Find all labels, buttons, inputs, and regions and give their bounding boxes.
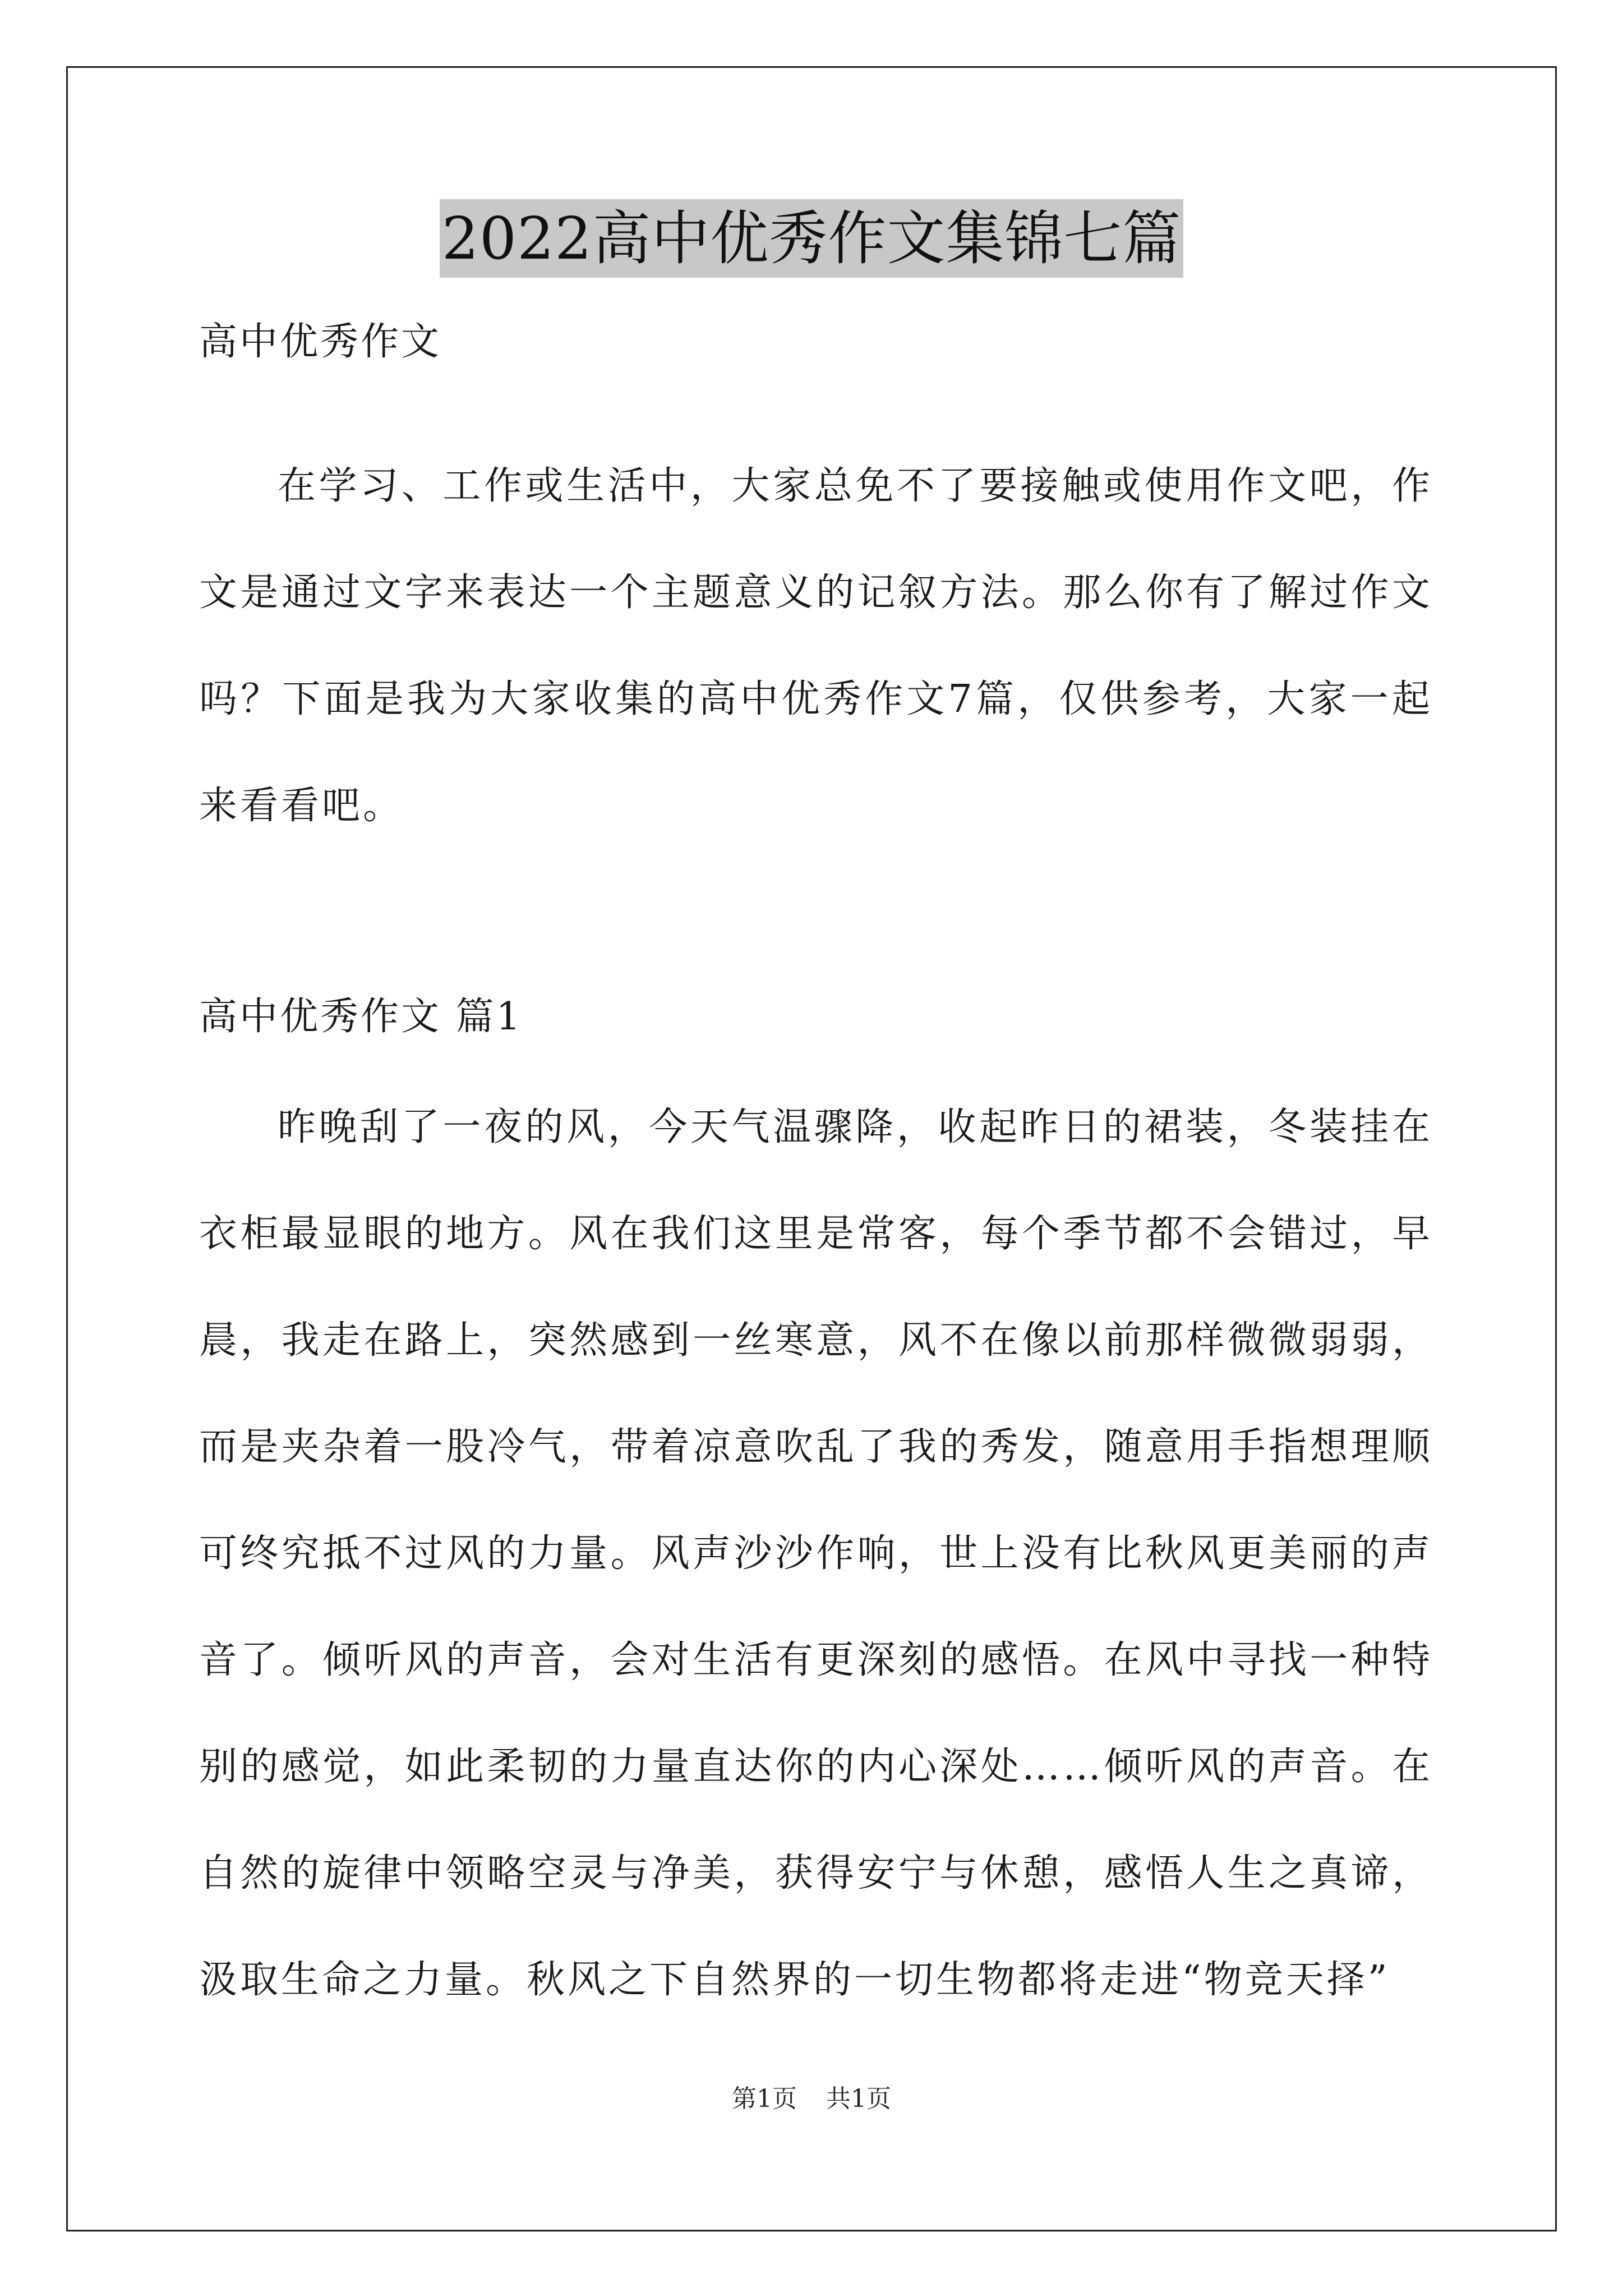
document-title: 2022高中优秀作文集锦七篇 <box>440 199 1184 278</box>
title-wrap <box>0 199 1623 278</box>
section1-paragraph: 昨晚刮了一夜的风，今天气温骤降，收起昨日的裙装，冬装挂在衣柜最显眼的地方。风在我们这里是常客，每个季节都不会错过，早晨，我走在路上，突然感到一丝寒意，风不在像以前那样微微弱弱，而是夹杂着一股冷气，带着凉意吹乱了我的秀发，随意用手指想理顺可终究抵不过风的力量。风声沙沙作响，世上没有比秋风更美丽的声音了。倾听风的声音，会对生活有更深刻的感悟。在风中寻找一种特别的感觉，如此柔韧的力量直达你的内心深处……倾听风的声音。在自然的旋律中领略空灵与净美，获得安宁与休憩，感悟人生之真谛，汲取生命之力量。秋风之下自然界的一切生物都将走进“物竞天择” <box>199 1105 1433 2002</box>
page-total: 共1页 <box>826 2085 891 2113</box>
section1-heading: 高中优秀作文 篇1 <box>199 995 523 1039</box>
intro-paragraph: 在学习、工作或生活中，大家总免不了要接触或使用作文吧，作文是通过文字来表达一个主题意义的记叙方法。那么你有了解过作文吗？下面是我为大家收集的高中优秀作文7篇，仅供参考，大家一起来看看吧。 <box>199 464 1433 828</box>
page-footer <box>0 2078 1623 2114</box>
page-number: 第1页 <box>732 2085 797 2113</box>
intro-heading: 高中优秀作文 <box>199 320 442 364</box>
